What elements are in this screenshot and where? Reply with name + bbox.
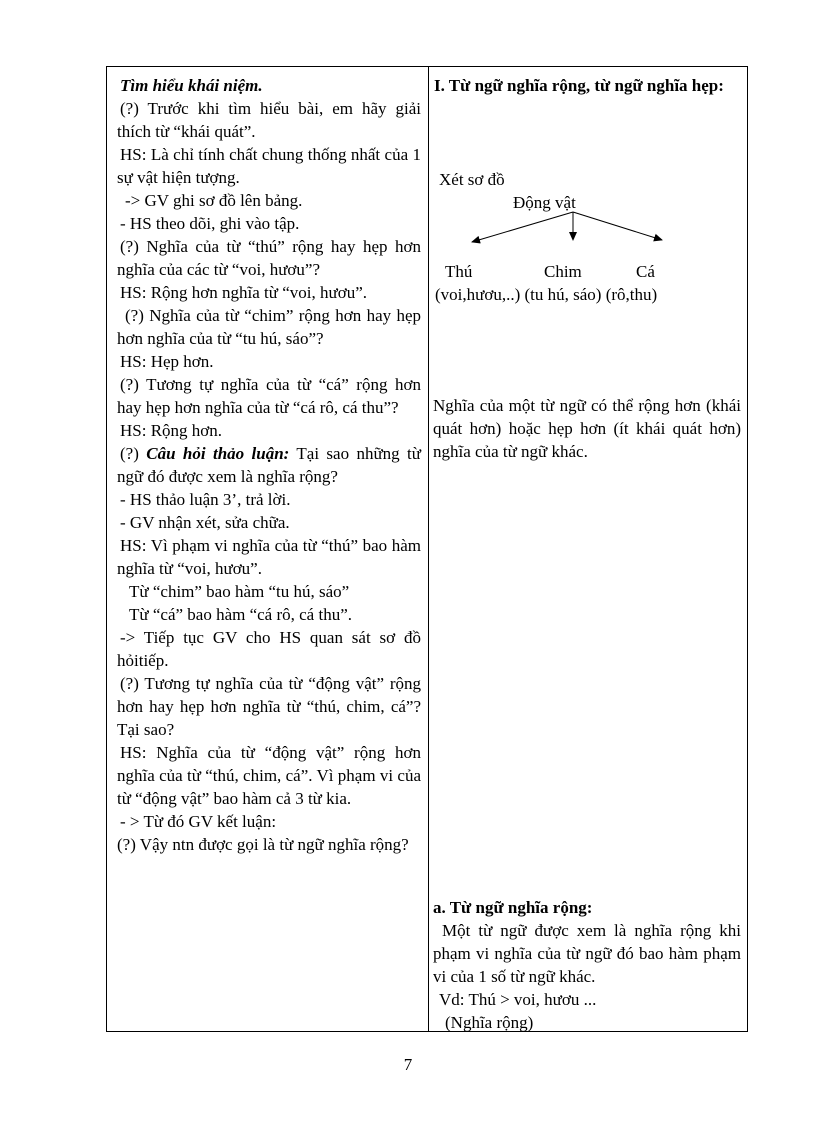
answer-thu: HS: Rộng hơn nghĩa từ “voi, hươu”. bbox=[120, 283, 368, 302]
teacher-review: - GV nhận xét, sửa chữa. bbox=[120, 513, 290, 532]
broad-meaning-definition: Một từ ngữ được xem là nghĩa rộng khi phạm vi nghĩa của từ ngữ đó bao hàm phạm vi của 1 số từ ngữ khác. bbox=[433, 921, 741, 986]
diagram-examples: (voi,hươu,..) (tu hú, sáo) (rô,thu) bbox=[435, 285, 658, 304]
answer-khai-quat: HS: Là chỉ tính chất chung thống nhất của 1 sự vật hiện tượng. bbox=[117, 145, 421, 187]
word-hierarchy-diagram bbox=[435, 168, 742, 304]
discussion-question bbox=[117, 442, 421, 488]
question-ca: (?) Tương tự nghĩa của từ “cá” rộng hơn hay hẹp hơn nghĩa của từ “cá rô, cá thu”? bbox=[117, 375, 421, 417]
section-title: I. Từ ngữ nghĩa rộng, từ ngữ nghĩa hẹp: bbox=[434, 76, 724, 95]
concept-note: Nghĩa của một từ ngữ có thể rộng hơn (khái quát hơn) hoặc hẹp hơn (ít khái quát hơn) nghĩa của từ ngữ khác. bbox=[433, 396, 741, 461]
teacher-note: -> GV ghi sơ đồ lên bảng. bbox=[125, 191, 303, 210]
answer-explanation-ca: Từ “cá” bao hàm “cá rô, cá thu”. bbox=[129, 605, 353, 624]
answer-explanation: HS: Vì phạm vi nghĩa của từ “thú” bao hàm nghĩa từ “voi, hươu”. bbox=[117, 536, 421, 578]
diagram-arrows bbox=[436, 168, 742, 258]
broad-meaning-example: Vd: Thú > voi, hươu ... bbox=[439, 990, 597, 1009]
diagram-root: Động vật bbox=[513, 193, 576, 212]
question-khai-quat: (?) Trước khi tìm hiểu bài, em hãy giải thích từ “khái quát”. bbox=[117, 99, 421, 141]
diagram-child-chim: Chim bbox=[544, 262, 582, 281]
question-dong-vat: (?) Tương tự nghĩa của từ “động vật” rộng hơn hay hẹp hơn nghĩa từ “thú, chim, cá”? Tại sao? bbox=[117, 674, 421, 739]
page-number: 7 bbox=[403, 1055, 413, 1074]
discussion-step: - HS thảo luận 3’, trả lời. bbox=[120, 490, 291, 509]
teacher-continue: -> Tiếp tục GV cho HS quan sát sơ đồ hỏitiếp. bbox=[117, 628, 421, 670]
discussion-label: Câu hỏi thảo luận: bbox=[146, 444, 290, 463]
teacher-conclusion: - > Từ đó GV kết luận: bbox=[120, 812, 277, 831]
answer-chim: HS: Hẹp hơn. bbox=[120, 352, 214, 371]
answer-explanation-chim: Từ “chim” bao hàm “tu hú, sáo” bbox=[129, 582, 350, 601]
discussion-text: Tại sao những từ ngữ đó được xem là nghĩa rộng? bbox=[117, 444, 421, 486]
section-heading: Tìm hiểu khái niệm. bbox=[120, 76, 263, 95]
question-thu: (?) Nghĩa của từ “thú” rộng hay hẹp hơn nghĩa của các từ “voi, hươu”? bbox=[117, 237, 421, 279]
content-column bbox=[433, 74, 742, 1032]
broad-meaning-section bbox=[433, 896, 741, 1034]
column-divider bbox=[428, 67, 429, 1031]
question-nghia-rong: (?) Vậy ntn được gọi là từ ngữ nghĩa rộng? bbox=[117, 835, 409, 854]
discussion-prefix: (?) bbox=[120, 444, 139, 463]
teacher-student-activities-column bbox=[117, 74, 421, 856]
question-chim: (?) Nghĩa của từ “chim” rộng hơn hay hẹp hơn nghĩa của từ “tu hú, sáo”? bbox=[117, 306, 421, 348]
diagram-child-ca: Cá bbox=[636, 262, 655, 281]
answer-ca: HS: Rộng hơn. bbox=[120, 421, 223, 440]
broad-meaning-heading: a. Từ ngữ nghĩa rộng: bbox=[433, 898, 593, 917]
arrow-to-thu bbox=[472, 212, 573, 242]
answer-dong-vat: HS: Nghĩa của từ “động vật” rộng hơn nghĩa của từ “thú, chim, cá”. Vì phạm vi của từ “động vật” bao hàm cả 3 từ kia. bbox=[117, 743, 421, 808]
lesson-table bbox=[106, 66, 748, 1032]
broad-meaning-example-label: (Nghĩa rộng) bbox=[445, 1013, 534, 1032]
student-note: - HS theo dõi, ghi vào tập. bbox=[120, 214, 300, 233]
diagram-child-thu: Thú bbox=[445, 262, 473, 281]
arrow-to-ca bbox=[573, 212, 662, 240]
diagram-intro: Xét sơ đồ bbox=[439, 170, 505, 189]
